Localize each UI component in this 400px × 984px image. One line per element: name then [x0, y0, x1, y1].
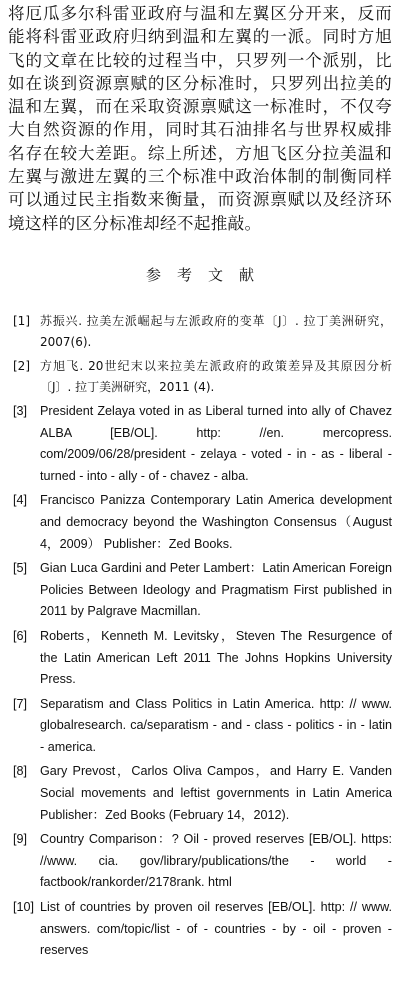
reference-item	[8, 897, 392, 962]
reference-text: President Zelaya voted in as Liberal turned into ally of Chavez ALBA [EB/OL]. http: //en. mercopress. com/2009/06/28/president - zelaya - voted - in - as - liberal - turned - into - ally - of - chavez - alba.	[40, 403, 392, 483]
reference-text: List of countries by proven oil reserves [EB/OL]. http: // www. answers. com/topic/list - of - countries - by - oil - proven - reserves	[40, 900, 392, 958]
reference-number: [1]	[13, 313, 30, 328]
reference-number: [8]	[13, 764, 28, 779]
reference-number: [5]	[13, 561, 28, 576]
reference-item	[8, 401, 392, 487]
reference-item	[8, 626, 392, 691]
reference-text: 方旭飞. 20世纪末以来拉美左派政府的政策差异及其原因分析〔J〕. 拉丁美洲研究，2011 (4).	[40, 358, 392, 394]
reference-text: Country Comparison：? Oil - proved reserves [EB/OL]. https: //www. cia. gov/library/publications/the - world - factbook/rankorder/2178rank. html	[40, 832, 392, 890]
reference-number: [9]	[13, 832, 28, 847]
reference-item	[8, 694, 392, 759]
reference-item	[8, 829, 392, 894]
reference-item	[8, 311, 392, 353]
reference-number: [2]	[13, 358, 30, 373]
reference-number: [10]	[13, 900, 35, 915]
reference-number: [3]	[13, 403, 28, 418]
references-heading: 参考文献	[145, 265, 270, 284]
reference-item	[8, 558, 392, 623]
reference-item	[8, 761, 392, 826]
reference-item	[8, 490, 392, 555]
references-list	[8, 311, 392, 962]
reference-item	[8, 356, 392, 398]
reference-text: 苏振兴. 拉美左派崛起与左派政府的变革〔J〕. 拉丁美洲研究，2007(6).	[40, 313, 392, 349]
reference-text: Gian Luca Gardini and Peter Lambert：Latin American Foreign Policies Between Ideology and Pragmatism First published in 2011 by Palgrave Macmillan.	[40, 561, 392, 619]
body-paragraph: 将厄瓜多尔科雷亚政府与温和左翼区分开来，反而能将科雷亚政府归纳到温和左翼的一派。同时方旭飞的文章在比较的过程当中，只罗列一个派别，比如在谈到资源禀赋的区分标准时，只罗列出拉美的温和左翼，而在采取资源禀赋这一标准时，不仅夸大自然资源的作用，同时其石油排名与世界权威排名存在较大差距。综上所述，方旭飞区分拉美温和左翼与激进左翼的三个标准中政治体制的制衡同样可以通过民主指数来衡量，而资源禀赋以及经济环境这样的区分标准却经不起推敲。	[8, 4, 392, 233]
reference-text: Francisco Panizza Contemporary Latin America development and democracy beyond the Washington Consensus（August 4，2009） Publisher：Zed Books.	[40, 493, 392, 551]
reference-text: Separatism and Class Politics in Latin America. http: // www. globalresearch. ca/separatism - and - class - politics - in - latin - america.	[40, 696, 392, 754]
reference-text: Roberts，Kenneth M. Levitsky，Steven The Resurgence of the Latin American Left 2011 The Johns Hopkins University Press.	[40, 628, 392, 687]
reference-number: [7]	[13, 696, 28, 711]
reference-number: [4]	[13, 493, 28, 508]
reference-number: [6]	[13, 628, 28, 643]
reference-text: Gary Prevost，Carlos Oliva Campos，and Harry E. Vanden Social movements and leftist governments in Latin America Publisher：Zed Books (February 14，2012).	[40, 764, 392, 822]
